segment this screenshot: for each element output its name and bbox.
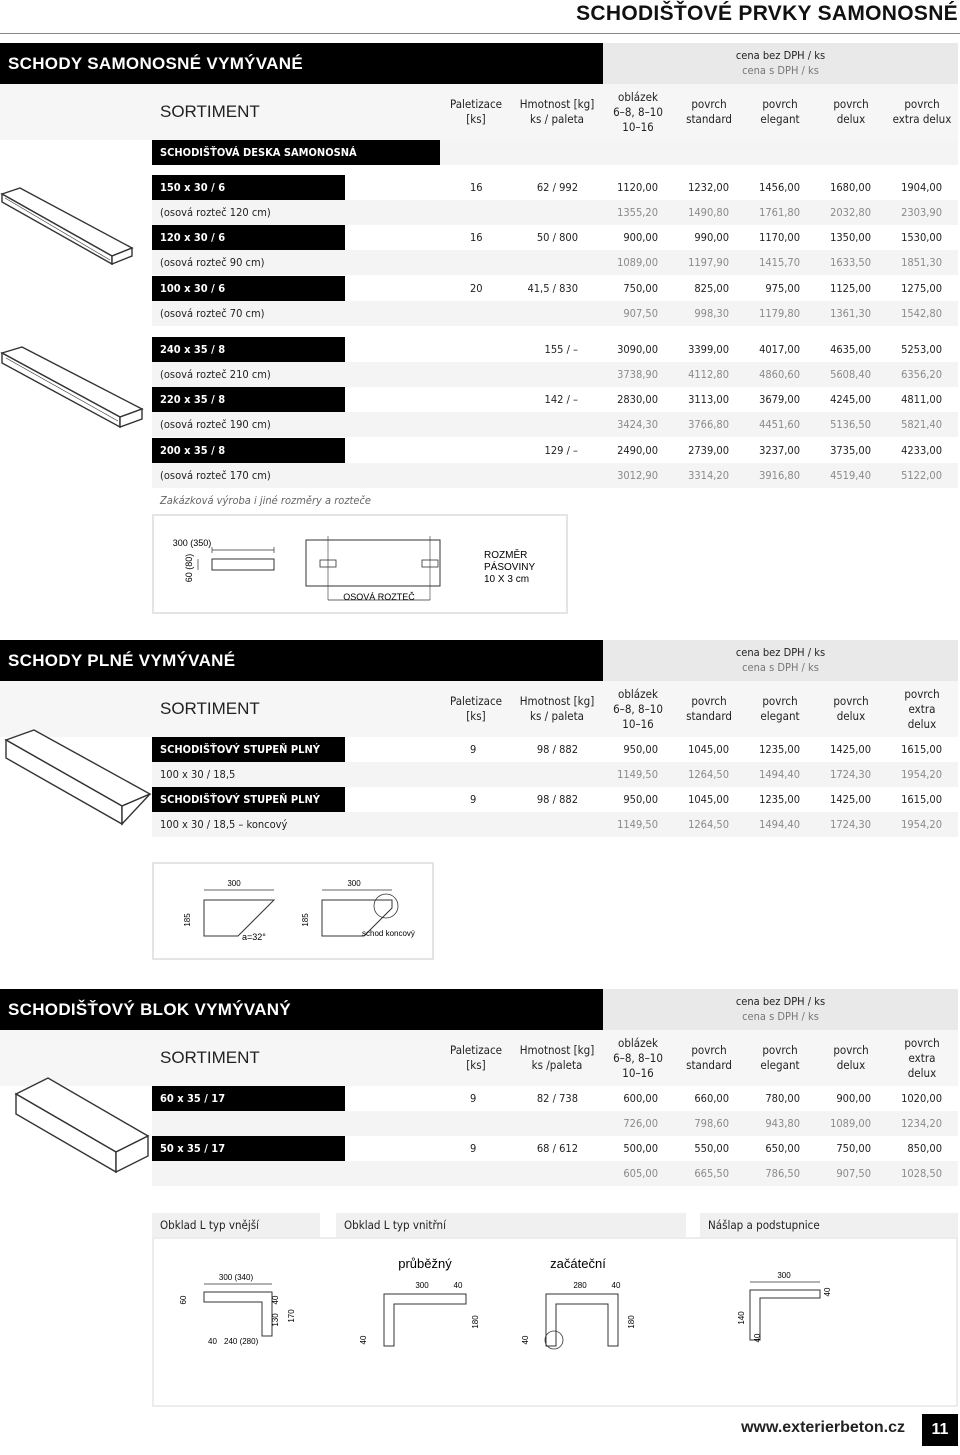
col-elegant: povrch elegant bbox=[760, 97, 800, 126]
hmotnost-value: 82 / 738 bbox=[536, 1092, 578, 1105]
price-value: 1045,00 bbox=[688, 793, 729, 806]
price-value: 4860,60 bbox=[759, 368, 800, 381]
price-value: 1355,20 bbox=[617, 206, 658, 219]
prub-r: 180 bbox=[471, 1315, 480, 1329]
zac-t2: 40 bbox=[611, 1281, 621, 1290]
row-label: (osová rozteč 210 cm) bbox=[160, 368, 271, 381]
sortiment-label: SORTIMENT bbox=[160, 102, 260, 121]
solid-step-illustration bbox=[4, 728, 154, 826]
table-row bbox=[152, 250, 958, 275]
section-title: SCHODY PLNÉ VYMÝVANÉ bbox=[0, 640, 603, 681]
hmotnost-value: 155 / – bbox=[544, 343, 578, 356]
price-value: 3113,00 bbox=[688, 393, 729, 406]
table-row bbox=[152, 1161, 958, 1186]
price-value: 5821,40 bbox=[901, 418, 942, 431]
price-value: 4017,00 bbox=[759, 343, 800, 356]
price-value: 1724,30 bbox=[830, 768, 871, 781]
price-value: 1149,50 bbox=[617, 818, 658, 831]
price-value: 900,00 bbox=[623, 231, 658, 244]
price-value: 4112,80 bbox=[688, 368, 729, 381]
step-dimension-drawing bbox=[154, 864, 432, 958]
price-value: 3399,00 bbox=[688, 343, 729, 356]
table-row bbox=[152, 1111, 958, 1136]
price-value: 850,00 bbox=[907, 1142, 942, 1155]
table-row bbox=[152, 175, 958, 200]
price-value: 1235,00 bbox=[759, 743, 800, 756]
price-value: 1490,80 bbox=[688, 206, 729, 219]
page-number: 11 bbox=[922, 1414, 958, 1446]
price-value: 1275,00 bbox=[901, 282, 942, 295]
price-header bbox=[603, 640, 958, 681]
price-value: 2830,00 bbox=[617, 393, 658, 406]
hmotnost-value: 98 / 882 bbox=[536, 793, 578, 806]
price-value: 750,00 bbox=[623, 282, 658, 295]
price-value: 798,60 bbox=[694, 1117, 729, 1130]
price-value: 650,00 bbox=[765, 1142, 800, 1155]
col-hmotnost: Hmotnost [kg] ks / paleta bbox=[519, 97, 595, 126]
table-row bbox=[152, 276, 958, 301]
table-row bbox=[152, 438, 958, 463]
price-header-line2: cena s DPH / ks bbox=[742, 64, 819, 77]
row-label: 120 x 30 / 6 bbox=[152, 225, 345, 250]
price-value: 1542,80 bbox=[901, 307, 942, 320]
rozmer-label: ROZMĚR bbox=[484, 550, 528, 561]
inner-l-through-drawing bbox=[350, 1252, 500, 1352]
price-value: 1028,50 bbox=[901, 1167, 942, 1180]
price-value: 1415,70 bbox=[759, 256, 800, 269]
price-value: 1125,00 bbox=[830, 282, 871, 295]
price-header-line2: cena s DPH / ks bbox=[742, 1010, 819, 1023]
price-value: 1170,00 bbox=[759, 231, 800, 244]
table-row bbox=[152, 1086, 958, 1111]
price-value: 1350,00 bbox=[830, 231, 871, 244]
outer-top-dim: 300 (340) bbox=[218, 1273, 254, 1282]
section-title: SCHODY SAMONOSNÉ VYMÝVANÉ bbox=[0, 43, 603, 84]
price-value: 1904,00 bbox=[901, 181, 942, 194]
paletizace-value: 9 bbox=[470, 1092, 477, 1105]
price-value: 3090,00 bbox=[617, 343, 658, 356]
section-schodistovy-blok bbox=[0, 989, 960, 1086]
table-row bbox=[152, 225, 958, 250]
price-value: 5136,50 bbox=[830, 418, 871, 431]
col-paletizace: Paletizace [ks] bbox=[449, 1043, 503, 1072]
paletizace-value: 9 bbox=[470, 793, 477, 806]
table-row bbox=[152, 362, 958, 387]
price-value: 3424,30 bbox=[617, 418, 658, 431]
price-value: 5253,00 bbox=[901, 343, 942, 356]
price-value: 1494,40 bbox=[759, 818, 800, 831]
price-value: 1851,30 bbox=[901, 256, 942, 269]
col-oblazek: oblázek 6–8, 8–10 10–16 bbox=[613, 1035, 663, 1080]
table-row bbox=[152, 737, 958, 762]
price-header-line1: cena bez DPH / ks bbox=[735, 646, 826, 659]
price-value: 5122,00 bbox=[901, 469, 942, 482]
hmotnost-value: 41,5 / 830 bbox=[527, 282, 578, 295]
price-header bbox=[603, 989, 958, 1030]
row-label: SCHODIŠŤOVÝ STUPEŇ PLNÝ bbox=[152, 787, 345, 812]
hmotnost-value: 50 / 800 bbox=[536, 231, 578, 244]
row-label: 240 x 35 / 8 bbox=[152, 337, 345, 362]
hmotnost-value: 98 / 882 bbox=[536, 743, 578, 756]
row-label: 200 x 35 / 8 bbox=[152, 438, 345, 463]
category-heading-bg bbox=[440, 140, 958, 165]
price-value: 1045,00 bbox=[688, 743, 729, 756]
step-w1: 300 bbox=[227, 879, 241, 888]
col-elegant: povrch elegant bbox=[760, 694, 800, 723]
price-value: 3237,00 bbox=[759, 444, 800, 457]
col-paletizace: Paletizace [ks] bbox=[449, 97, 503, 126]
col-delux: povrch delux bbox=[833, 694, 869, 723]
cladding-inner-heading: Obklad L typ vnitřní bbox=[336, 1213, 686, 1237]
price-value: 605,00 bbox=[623, 1167, 658, 1180]
table-row bbox=[152, 412, 958, 437]
price-value: 907,50 bbox=[836, 1167, 871, 1180]
price-value: 900,00 bbox=[836, 1092, 871, 1105]
outer-r3-dim: 170 bbox=[287, 1309, 296, 1323]
axis-label: OSOVÁ ROZTEČ bbox=[343, 592, 415, 602]
row-label: 220 x 35 / 8 bbox=[152, 387, 345, 412]
price-value: 750,00 bbox=[836, 1142, 871, 1155]
price-value: 2303,90 bbox=[901, 206, 942, 219]
row-label: (osová rozteč 70 cm) bbox=[160, 307, 265, 320]
col-extra-delux: povrch extra delux bbox=[904, 1035, 940, 1080]
price-value: 990,00 bbox=[694, 231, 729, 244]
slab-diagram bbox=[152, 514, 568, 614]
row-label: 60 x 35 / 17 bbox=[152, 1086, 345, 1111]
paletizace-value: 16 bbox=[470, 181, 483, 194]
price-value: 1425,00 bbox=[830, 743, 871, 756]
price-value: 665,50 bbox=[694, 1167, 729, 1180]
hmotnost-value: 129 / – bbox=[544, 444, 578, 457]
price-value: 1680,00 bbox=[830, 181, 871, 194]
step-w2: 300 bbox=[347, 879, 361, 888]
price-value: 4519,40 bbox=[830, 469, 871, 482]
price-value: 1197,90 bbox=[688, 256, 729, 269]
paletizace-value: 9 bbox=[470, 743, 477, 756]
price-header-line1: cena bez DPH / ks bbox=[735, 49, 826, 62]
sortiment-label: SORTIMENT bbox=[160, 699, 260, 718]
price-value: 4451,60 bbox=[759, 418, 800, 431]
step-diagram bbox=[152, 862, 434, 960]
zacatecni-label: začáteční bbox=[550, 1256, 606, 1271]
table-row bbox=[152, 463, 958, 488]
section-header bbox=[0, 640, 960, 681]
col-oblazek: oblázek 6–8, 8–10 10–16 bbox=[613, 686, 663, 731]
prubezny-label: průběžný bbox=[398, 1256, 452, 1271]
row-label: 150 x 30 / 6 bbox=[152, 175, 345, 200]
col-standard: povrch standard bbox=[686, 97, 732, 126]
price-value: 1264,50 bbox=[688, 818, 729, 831]
row-label: SCHODIŠŤOVÝ STUPEŇ PLNÝ bbox=[152, 737, 345, 762]
outer-left-dim: 60 bbox=[179, 1295, 188, 1305]
category-heading: SCHODIŠŤOVÁ DESKA SAMONOSNÁ bbox=[152, 140, 440, 165]
price-value: 1425,00 bbox=[830, 793, 871, 806]
row-label: (osová rozteč 120 cm) bbox=[160, 206, 271, 219]
price-value: 660,00 bbox=[694, 1092, 729, 1105]
price-value: 1149,50 bbox=[617, 768, 658, 781]
pasoviny-size: 10 X 3 cm bbox=[484, 574, 530, 585]
section-schody-samonosne bbox=[0, 43, 960, 140]
price-value: 1089,00 bbox=[617, 256, 658, 269]
price-value: 1954,20 bbox=[901, 818, 942, 831]
naslap-t: 300 bbox=[777, 1271, 791, 1280]
price-value: 780,00 bbox=[765, 1092, 800, 1105]
outer-l-drawing bbox=[170, 1262, 310, 1352]
price-value: 1615,00 bbox=[901, 793, 942, 806]
inner-l-start-drawing bbox=[512, 1252, 662, 1352]
table-row bbox=[152, 787, 958, 812]
hmotnost-value: 62 / 992 bbox=[536, 181, 578, 194]
sortiment-label: SORTIMENT bbox=[160, 1048, 260, 1067]
price-value: 6356,20 bbox=[901, 368, 942, 381]
price-value: 550,00 bbox=[694, 1142, 729, 1155]
price-value: 1120,00 bbox=[617, 181, 658, 194]
table-row bbox=[152, 200, 958, 225]
price-value: 3679,00 bbox=[759, 393, 800, 406]
price-value: 1089,00 bbox=[830, 1117, 871, 1130]
col-hmotnost: Hmotnost [kg] ks /paleta bbox=[519, 1043, 595, 1072]
price-value: 4245,00 bbox=[830, 393, 871, 406]
row-label: 100 x 30 / 18,5 – koncový bbox=[160, 818, 288, 831]
outer-b1-dim: 40 bbox=[208, 1337, 217, 1346]
price-value: 1234,20 bbox=[901, 1117, 942, 1130]
section-header bbox=[0, 43, 960, 84]
price-value: 1235,00 bbox=[759, 793, 800, 806]
section-schody-plne bbox=[0, 640, 960, 737]
stair-slab-illustration-2 bbox=[0, 345, 148, 437]
price-value: 2032,80 bbox=[830, 206, 871, 219]
naslap-r: 40 bbox=[823, 1287, 832, 1297]
price-value: 5608,40 bbox=[830, 368, 871, 381]
row-label: (osová rozteč 190 cm) bbox=[160, 418, 271, 431]
paletizace-value: 16 bbox=[470, 231, 483, 244]
price-value: 998,30 bbox=[694, 307, 729, 320]
row-label: 50 x 35 / 17 bbox=[152, 1136, 345, 1161]
price-value: 4811,00 bbox=[901, 393, 942, 406]
dim-width-label: 300 (350) bbox=[172, 538, 212, 548]
table-row bbox=[152, 301, 958, 326]
tread-riser-heading: Nášlap a podstupnice bbox=[700, 1213, 958, 1237]
tread-riser-drawing bbox=[730, 1262, 840, 1352]
naslap-b: 40 bbox=[753, 1333, 762, 1343]
price-value: 3314,20 bbox=[688, 469, 729, 482]
price-value: 3766,80 bbox=[688, 418, 729, 431]
table-row bbox=[152, 762, 958, 787]
dim-height-label: 60 (80) bbox=[184, 553, 194, 583]
price-value: 1724,30 bbox=[830, 818, 871, 831]
col-elegant: povrch elegant bbox=[760, 1043, 800, 1072]
stair-slab-illustration-1 bbox=[0, 186, 140, 278]
price-value: 1530,00 bbox=[901, 231, 942, 244]
price-value: 3916,80 bbox=[759, 469, 800, 482]
outer-b2-dim: 240 (280) bbox=[224, 1337, 259, 1346]
price-value: 1761,80 bbox=[759, 206, 800, 219]
stair-block-illustration bbox=[14, 1076, 154, 1174]
col-delux: povrch delux bbox=[833, 97, 869, 126]
col-standard: povrch standard bbox=[686, 1043, 732, 1072]
cladding-outer-heading: Obklad L typ vnější bbox=[152, 1213, 320, 1237]
price-value: 907,50 bbox=[623, 307, 658, 320]
price-value: 975,00 bbox=[765, 282, 800, 295]
price-value: 1456,00 bbox=[759, 181, 800, 194]
outer-r2-dim: 130 bbox=[271, 1313, 280, 1327]
step-end-label: schod koncový bbox=[362, 929, 415, 938]
custom-note: Zakázková výroba i jiné rozměry a rozteče bbox=[160, 494, 372, 507]
price-value: 3012,90 bbox=[617, 469, 658, 482]
price-value: 600,00 bbox=[623, 1092, 658, 1105]
step-angle: a=32° bbox=[242, 932, 266, 942]
title-divider bbox=[0, 33, 960, 34]
row-label: 100 x 30 / 18,5 bbox=[160, 768, 236, 781]
price-header-line1: cena bez DPH / ks bbox=[735, 995, 826, 1008]
col-paletizace: Paletizace [ks] bbox=[449, 694, 503, 723]
table-row bbox=[152, 337, 958, 362]
col-extra-delux: povrch extra delux bbox=[892, 97, 952, 126]
hmotnost-value: 142 / – bbox=[544, 393, 578, 406]
row-label: 100 x 30 / 6 bbox=[152, 276, 345, 301]
prub-t2: 40 bbox=[453, 1281, 463, 1290]
price-value: 1615,00 bbox=[901, 743, 942, 756]
price-value: 500,00 bbox=[623, 1142, 658, 1155]
step-h1: 185 bbox=[183, 913, 192, 927]
col-hmotnost: Hmotnost [kg] ks / paleta bbox=[519, 694, 595, 723]
table-header bbox=[0, 84, 958, 140]
section-header bbox=[0, 989, 960, 1030]
naslap-l: 140 bbox=[737, 1311, 746, 1325]
prub-t1: 300 bbox=[415, 1281, 429, 1290]
table-row bbox=[152, 1136, 958, 1161]
row-label: (osová rozteč 90 cm) bbox=[160, 256, 265, 269]
price-value: 825,00 bbox=[694, 282, 729, 295]
price-value: 1264,50 bbox=[688, 768, 729, 781]
col-delux: povrch delux bbox=[833, 1043, 869, 1072]
slab-dimension-drawing bbox=[154, 516, 566, 612]
price-value: 1361,30 bbox=[830, 307, 871, 320]
table-row bbox=[152, 387, 958, 412]
price-value: 2739,00 bbox=[688, 444, 729, 457]
prub-l: 40 bbox=[359, 1335, 368, 1345]
col-extra-delux: povrch extra delux bbox=[904, 686, 940, 731]
price-value: 950,00 bbox=[623, 793, 658, 806]
price-value: 3735,00 bbox=[830, 444, 871, 457]
price-value: 1633,50 bbox=[830, 256, 871, 269]
price-value: 4635,00 bbox=[830, 343, 871, 356]
price-header bbox=[603, 43, 958, 84]
price-value: 2490,00 bbox=[617, 444, 658, 457]
zac-t1: 280 bbox=[573, 1281, 587, 1290]
zac-l: 40 bbox=[521, 1335, 530, 1345]
pasoviny-label: PÁSOVINY bbox=[484, 562, 536, 573]
row-label: (osová rozteč 170 cm) bbox=[160, 469, 271, 482]
price-value: 1954,20 bbox=[901, 768, 942, 781]
paletizace-value: 9 bbox=[470, 1142, 477, 1155]
price-value: 4233,00 bbox=[901, 444, 942, 457]
table-row bbox=[152, 812, 958, 837]
outer-r1-dim: 40 bbox=[271, 1295, 280, 1305]
footer-url[interactable]: www.exterierbeton.cz bbox=[741, 1419, 905, 1436]
page-title: SCHODIŠŤOVÉ PRVKY SAMONOSNÉ bbox=[576, 2, 958, 25]
price-value: 943,80 bbox=[765, 1117, 800, 1130]
hmotnost-value: 68 / 612 bbox=[536, 1142, 578, 1155]
price-value: 726,00 bbox=[623, 1117, 658, 1130]
step-h2: 185 bbox=[301, 913, 310, 927]
price-value: 1232,00 bbox=[688, 181, 729, 194]
col-oblazek: oblázek 6–8, 8–10 10–16 bbox=[613, 89, 663, 134]
price-value: 1179,80 bbox=[759, 307, 800, 320]
price-header-line2: cena s DPH / ks bbox=[742, 661, 819, 674]
section-title: SCHODIŠŤOVÝ BLOK VYMÝVANÝ bbox=[0, 989, 603, 1030]
price-value: 1494,40 bbox=[759, 768, 800, 781]
zac-r: 180 bbox=[627, 1315, 636, 1329]
col-standard: povrch standard bbox=[686, 694, 732, 723]
price-value: 786,50 bbox=[765, 1167, 800, 1180]
price-value: 1020,00 bbox=[901, 1092, 942, 1105]
paletizace-value: 20 bbox=[470, 282, 483, 295]
price-value: 950,00 bbox=[623, 743, 658, 756]
price-value: 3738,90 bbox=[617, 368, 658, 381]
